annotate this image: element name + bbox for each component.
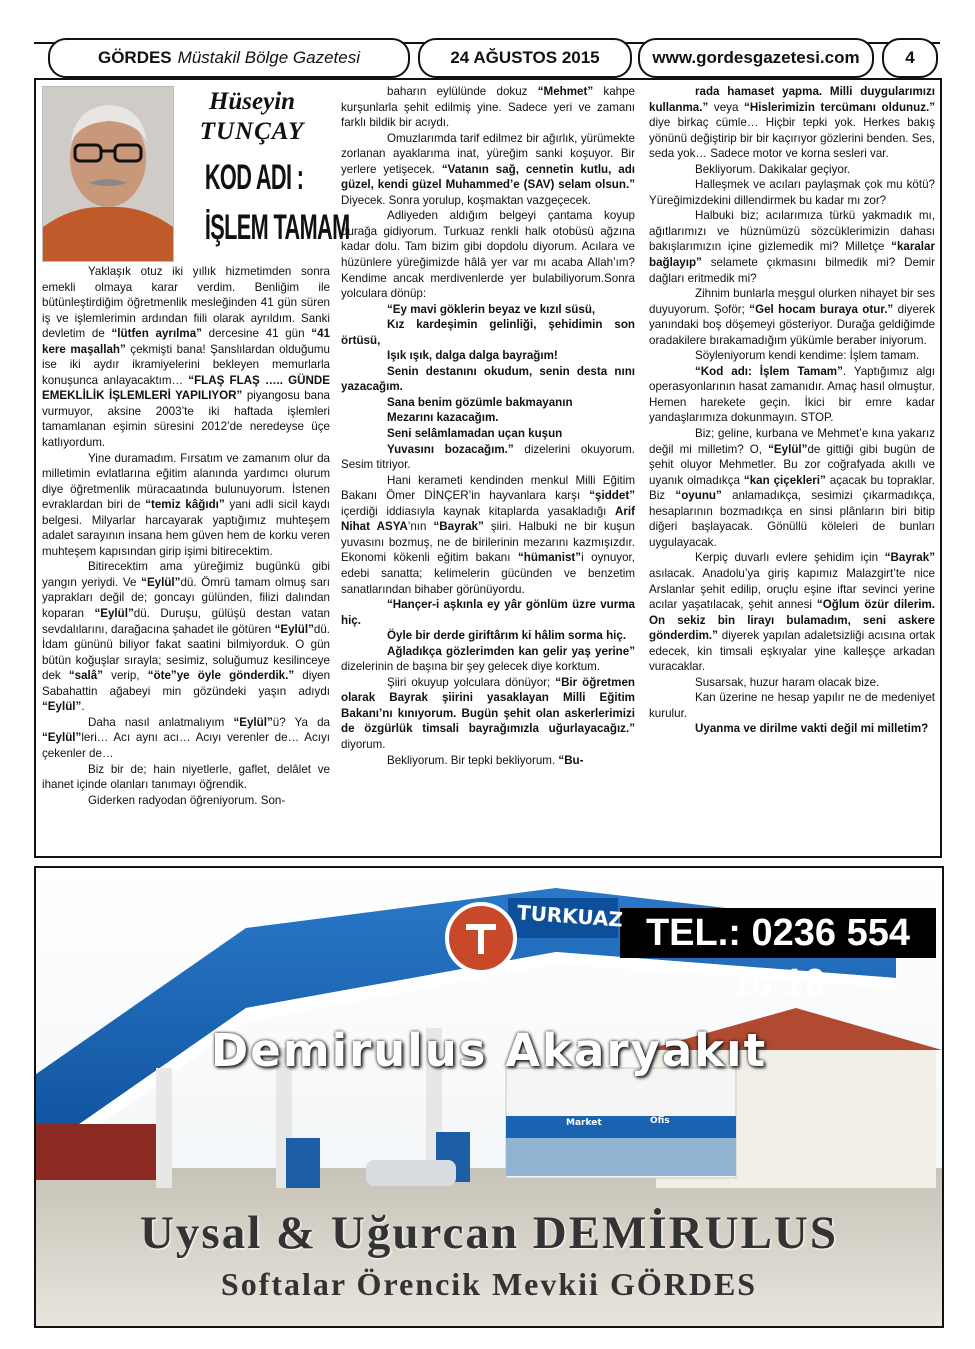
- paragraph: Öyle bir derde giriftârım ki hâlim sorma hiç.: [387, 629, 627, 643]
- paragraph: “Hançer-i aşkınla ey yâr gönlüm üzre vurma hiç.: [341, 598, 635, 627]
- paragraph: Kerpiç duvarlı evlere şehidim için “Bayrak” asılacak. Anadolu’ya giriş kapımız Malazgirt’te nice Arslanlar şehit edilip, oruçlu eşine iftar sevinci yerine acılar yaşatılacak, şehit annesi “Oğlum özür dilerim. On sekiz bin lirayı bulamadım, seni askere gönderdim.” diyerek yapılan adaletsizliği acısına ortak edecek, kin timsali eşkıyalar yine kalleşçe arkadan vuracaklar.: [649, 551, 935, 674]
- paragraph: Kız kardeşimin gelinliği, şehidimin son örtüsü,: [341, 318, 635, 347]
- paragraph: Senin destanını okudum, senin desta nını yazacağım.: [341, 364, 635, 394]
- paragraph: Halbuki biz; acılarımıza türkü yakmadık mı, ağıtlarımızı ve hüznümüzü sözcüklerimizin dahası bakışlarımızın içine gizlemedik mi? Milletçe “karalar bağlayıp” selamete çıkmasını bilmedik mi? Demir dağları eritmedik mi?: [649, 209, 935, 285]
- paragraph: Halleşmek ve acıları paylaşmak çok mu kötü? Yüreğimizdekini dillendirmek bu kadar mı zor?: [649, 178, 935, 207]
- paragraph: Bekliyorum. Dakikalar geçiyor.: [695, 162, 851, 176]
- paragraph: Kan üzerine ne hesap yapılır ne de medeniyet kurulur.: [649, 691, 935, 720]
- paragraph: rada hamaset yapma. Milli duygularımızı kullanma.” veya “Hislerimizin tercümanı oldunuz.” diye birkaç cümle… Hiçbir tepki yok. Herkes bakış yönünü değiştirip bir bir kaçırıyor gözlerini benden. Ses, seda yok… Sadece motor ve korna sesleri var.: [649, 85, 936, 161]
- paragraph: Yaklaşık otuz iki yıllık hizmetimden sonra emekli olmaya karar verdim. Benliğim ile bütünleştirdiğim öğretmenlik mesleğinden 41 gün süren iş ve işlemlerimin ardından fiili olarak ayrıldım. Sanki devletim de “lütfen ayrılma” dercesine 41 gün “41 kere maşallah” çekmişti bana! Şanslılardan olduğumu ise iki aydır ikramiyelerini bekleyen memurlarla konuşunca anlayacaktım… “FLAŞ FLAŞ ….. GÜNDE EMEKLİLİK İŞLEMLERİ YAPILIYOR” piyangosu bana vurmuyor, aksine 2003’te iki haftada işlemleri tamamlanan eşimin süresini 2012’de neredeyse üçe katlıyordum.: [42, 265, 331, 450]
- paragraph: Mezarını kazacağım.: [387, 411, 499, 425]
- paragraph: Zihnim bunlarla meşgul olurken nihayet bir ses duyuyorum. Şoför; “Gel hocam buraya otur.” diyerek yanındaki boş döşemeyi gösteriyor. Durağa geldiğimde oradakilere bırakamadığım yükümle beraber iniyorum.: [649, 287, 935, 347]
- paragraph: baharın eylülünde dokuz “Mehmet” kahpe kurşunlarla şehit edilmiş yine. Sadece yeri ve zamanı farklı bildik bir acıydı.: [341, 85, 636, 130]
- paper-subtitle: Müstakil Bölge Gazetesi: [177, 48, 361, 67]
- paragraph: “Kod adı: İşlem Tamam”. Yaptığımız algı operasyonlarının hasat zamanıdır. Amaç hasıl olmuştur. Hemen harekete geçin. İkici bir emre kadar yandaşlarımıza dokunmayın. STOP.: [649, 364, 935, 425]
- paragraph: Söyleniyorum kendi kendime: İşlem tamam.: [695, 349, 920, 363]
- ad-location: Softalar Örencik Mevkii GÖRDES: [220, 1266, 758, 1302]
- brand-sign: TURKUAZ: [516, 900, 624, 932]
- phone-number: TEL.: 0236 554 10 10: [620, 908, 936, 958]
- paragraph: Sana benim gözümle bakmayanın: [387, 395, 573, 409]
- article-column-2: [341, 84, 635, 768]
- paragraph: Yuvasını bozacağım.” dizelerini okuyorum. Sesim titriyor.: [341, 442, 635, 472]
- paper-name: GÖRDES: [97, 48, 172, 67]
- paragraph: Şiiri okuyup yolculara dönüyor; “Bir öğretmen olarak Bayrak şiirini yasaklayan Milli Eğitim Bakanı’nı kınıyorum. Bugün şehit olan askerlerimizi de özgürlük timsali bayrağımızla uğurlayacağız.” diyorum.: [341, 675, 635, 751]
- paragraph: Adliyeden aldığım belgeyi çantama koyup durağa gidiyorum. Turkuaz renkli halk otobüsü ağzına kadar dolu. Tam bizim gibi dopdolu diyorum. Acılara ve hüzünlere yüreğimizde hâlâ yer var mı acaba Allah’ım? Kendime ancak merdivenlerde yer bulabiliyorum.Sonra yolculara dönüp:: [341, 209, 635, 301]
- paragraph: Omuzlarımda tarif edilmez bir ağırlık, yürümekte zorlanan ayaklarıma inat, yüreğim sanki koşuyor. Bir yerlere yetişecek. “Vatanın sağ, cennetin kutlu, adı güzel, kendi güzel Muhammed’e (SAV) selam olsun.” Diyecek. Sonra yorulup, koşmaktan vazgeçecek.: [341, 131, 636, 207]
- ad-title: Demirulus Akaryakıt: [210, 1024, 768, 1077]
- article-column-3: [649, 84, 935, 737]
- page-number: 4: [882, 38, 938, 78]
- advertisement: [34, 866, 944, 1328]
- paragraph: Bekliyorum. Bir tepki bekliyorum. “Bu-: [387, 753, 584, 767]
- paragraph: Işık ışık, dalga dalga bayrağım!: [387, 349, 558, 363]
- paragraph: Biz; geline, kurbana ve Mehmet’e kına yakarız değil mi milletim? O, “Eylül”de gittiği gibi bugün de şehit oluyor Mehmetler. Bu zor coğrafyada akıllı ve uyanık olmadıkça “kan çiçekleri” açacak bu topraklar. Biz “oyunu” anlamadıkça, sesimizi çıkarmadıkça, hesaplarının bozmadıkça en sinsi plânların biri bitip diğeri başlayacak. Gönüllü köleleri de bunları uygulayacak.: [649, 427, 935, 549]
- author-photo: [42, 86, 174, 262]
- headline-line-1: KOD ADI :: [204, 158, 304, 197]
- market-sign: Market: [566, 1118, 602, 1128]
- paragraph: Uyanma ve dirilme vakti değil mi milletim?: [695, 722, 929, 736]
- website[interactable]: www.gordesgazetesi.com: [638, 38, 874, 78]
- paragraph: Ağladıkça gözlerimden kan gelir yaş yerine” dizelerinin de başına bir şey gelecek diye korktum.: [341, 644, 635, 674]
- author-last-name: TUNÇAY: [199, 118, 305, 145]
- paragraph: Seni selâmlamadan uçan kuşun: [387, 427, 563, 441]
- paragraph: “Ey mavi göklerin beyaz ve kızıl süsü,: [387, 302, 596, 316]
- paragraph: Hani kerameti kendinden menkul Milli Eğitim Bakanı Ömer DİNÇER’in hayvanlara karşı “şiddet” içerdiği iddiasıyla kaynak kitaplarda yasakladığı Arif Nihat ASYA’nın “Bayrak” şiiri. Halbuki ne bir kuşun yuvasını bozmuş, ne de birilerinin mezarını kazmışızdır. Ekonomi kökenli eğitim bakanı “hümanist”i oynuyor, edebi sanatta; kelimelerin gücünden ve benzetim sanatlarından bihaber görünüyordu.: [341, 473, 635, 596]
- ad-owners: Uysal & Uğurcan DEMİRULUS: [139, 1207, 839, 1259]
- issue-date: 24 AĞUSTOS 2015: [418, 38, 632, 78]
- paragraph: Bitirecektim ama yüreğimiz bugünkü gibi yangın yeriydi. Ve “Eylül”dü. Ömrü tamam olmuş sarı yaprakları değil de; goncayı gülünden, filizi dalından koparan “Eylül”dü. Duruşu, gülüşü destan vatan sevdalılarını, darağacına şahadet ile götüren “Eylül”dü. İdam gününü biliyor fakat saatini bilmiyorduk. O gün bütün koğuşlar sırayla; sesimiz, soluğumuz kesilinceye dek “salâ” verip, “öte”ye öyle gönderdik.” diyen Sabahattin ağabeyi min gözündeki yaşın adıydı “Eylül”.: [42, 560, 331, 714]
- article-column-1: [42, 264, 330, 808]
- paragraph: Giderken radyodan öğreniyorum. Son-: [88, 793, 286, 807]
- author-first-name: Hüseyin: [208, 88, 296, 115]
- paper-name-pill: [48, 38, 410, 78]
- headline-line-2: İŞLEM TAMAM: [204, 208, 350, 247]
- paragraph: Daha nasıl anlatmalıyım “Eylül”ü? Ya da “Eylül”leri… Acı aynı acı… Acıyı verenler de… Acıyı çekenler de…: [42, 715, 330, 760]
- office-sign: Ofis: [650, 1116, 670, 1126]
- paragraph: Susarsak, huzur haram olacak bize.: [695, 675, 880, 689]
- paragraph: Biz bir de; hain niyetlerle, gaflet, delâlet ve ihanet içinde olanları tanımayı öğrendik.: [42, 762, 330, 792]
- paragraph: Yine duramadım. Fırsatım ve zamanım olur da milletimin evlatlarına eğitim alanında yardımcı olurum diye öğretmenlik müracaatında bulunuyorum. İstenen evraklardan biri de “temiz kâğıdı” yani adli sicil kaydı belgesi. Milyarlar harcayarak yaptığımız muhteşem adalet sarayının insana hem güven hem de korku veren muhteşem kapısından girip işimi bitirecektim.: [42, 451, 331, 558]
